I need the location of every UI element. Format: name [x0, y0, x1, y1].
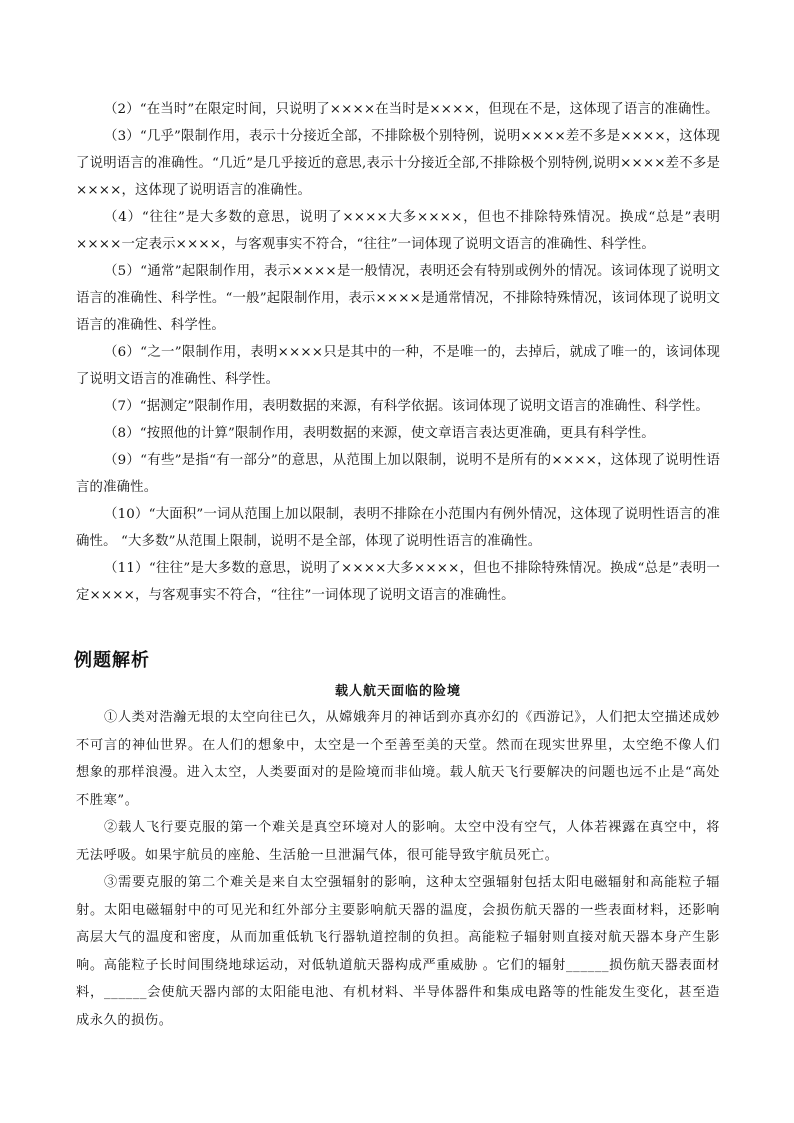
- article-title: 载人航天面临的险境: [334, 684, 461, 699]
- note-item: （7）“据测定”限制作用，表明数据的来源，有科学依据。该词体现了说明文语言的准确性、科学性。: [104, 399, 709, 414]
- note-item: （8）“按照他的计算”限制作用，表明数据的来源，使文章语言表达更准确，更具有科学性。: [104, 426, 655, 441]
- note-item: （6）“之一”限制作用，表明××××只是其中的一种，不是唯一的，去掉后，就成了唯一的，该词体现了说明文语言的准确性、科学性。: [76, 345, 720, 387]
- article-paragraph: ②载人飞行要克服的第一个难关是真空环境对人的影响。太空中没有空气，人体若裸露在真空中，将无法呼吸。如果宇航员的座舱、生活舱一旦泄漏气体，很可能导致宇航员死亡。: [76, 820, 720, 863]
- explanation-notes: [76, 96, 720, 609]
- note-item: （5）“通常”起限制作用，表示××××是一般情况，表明还会有特别或例外的情况。该词体现了说明文语言的准确性、科学性。“一般”起限制作用，表示××××是通常情况，不排除特殊情况，该词体现了说明文语言的准确性、科学性。: [76, 264, 720, 333]
- article-paragraph: ③需要克服的第二个难关是来自太空强辐射的影响，这种太空强辐射包括太阳电磁辐射和高能粒子辐射。太阳电磁辐射中的可见光和红外部分主要影响航天器的温度，会损伤航天器的一些表面材料，还影响高层大气的温度和密度，从而加重低轨飞行器轨道控制的负担。高能粒子辐射则直接对航天器本身产生影响。高能粒子长时间围绕地球运动，对低轨道航天器构成严重威胁 。它们的辐射______损伤航天器表面材料，______会使航天器内部的太阳能电池、有机材料、半导体器件和集成电路等的性能发生变化，甚至造成永久的损伤。: [76, 875, 720, 1028]
- article-body: [76, 704, 720, 1034]
- section-heading: 例题解析: [74, 650, 150, 671]
- note-item: （11）“往往”是大多数的意思，说明了××××大多××××，但也不排除特殊情况。换成“总是”表明一定××××，与客观事实不符合，“往往”一词体现了说明文语言的准确性。: [76, 561, 720, 603]
- article-paragraph: ①人类对浩瀚无垠的太空向往已久，从嫦娥奔月的神话到亦真亦幻的《西游记》，人们把太空描述成妙不可言的神仙世界。在人们的想象中，太空是一个至善至美的天堂。然而在现实世界里，太空绝不像人们想象的那样浪漫。进入太空，人类要面对的是险境而非仙境。载人航天飞行要解决的问题也远不止是“高处不胜寒”。: [76, 710, 720, 808]
- note-item: （2）“在当时”在限定时间，只说明了××××在当时是××××，但现在不是，这体现了语言的准确性。: [104, 102, 719, 117]
- note-item: （4）“往往”是大多数的意思，说明了××××大多××××，但也不排除特殊情况。换成“总是”表明××××一定表示××××，与客观事实不符合，“往往”一词体现了说明文语言的准确性、科学性。: [76, 210, 720, 252]
- note-item: （9）“有些”是指“有一部分”的意思，从范围上加以限制，说明不是所有的××××，这体现了说明性语言的准确性。: [76, 453, 720, 495]
- note-item: （10）“大面积”一词从范围上加以限制，表明不排除在小范围内有例外情况，这体现了说明性语言的准确性。 “大多数”从范围上限制，说明不是全部，体现了说明性语言的准确性。: [76, 507, 720, 549]
- note-item: （3）“几乎”限制作用，表示十分接近全部，不排除极个别特例，说明××××差不多是××××，这体现了说明语言的准确性。“几近”是几乎接近的意思,表示十分接近全部,不排除极个别特例,说明××××差不多是××××，这体现了说明语言的准确性。: [76, 129, 720, 198]
